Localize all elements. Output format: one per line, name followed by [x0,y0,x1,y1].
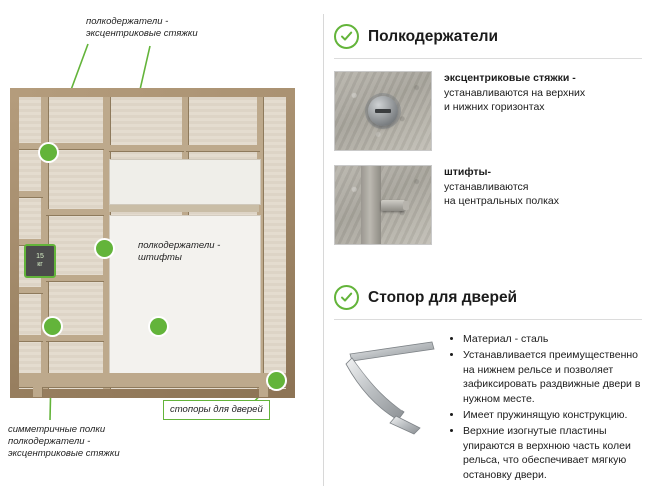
detail-item-dowel-pin [334,165,642,245]
callout-bottom-label [8,424,178,460]
callout-middle-line2: штифты [138,252,182,263]
wardrobe-shelf [19,287,43,293]
wardrobe-foot [33,387,42,397]
dowel-pin-caption-line2: на центральных полках [444,195,560,207]
callout-middle-label [138,240,288,264]
section-shelf-supports-title: Полкодержатели [368,27,498,45]
wardrobe-shelf [109,145,184,151]
callout-dot-door-stopper[interactable] [268,372,285,389]
callout-dot-lower-center[interactable] [150,318,167,335]
section-divider [334,319,642,320]
check-icon [334,24,359,49]
door-stopper-bullet: • Устанавливается преимущественно на нижнем рельсе и позволяет зафиксировать раздвижные двери в нужном месте. [463,348,642,407]
wardrobe-door-panel [109,215,261,375]
section-shelf-supports [334,24,642,259]
callout-dot-upper-left[interactable] [40,144,57,161]
door-stopper-bullet: • Материал - сталь [463,332,642,347]
panel-divider [323,14,324,486]
check-icon [334,285,359,310]
callout-top-label [86,16,246,40]
wardrobe-diagram-panel [0,0,318,500]
section-shelf-supports-header [334,24,642,49]
wardrobe-foot [259,387,268,397]
door-stopper-bullet: • Верхние изогнутые пластины упираются в верхнюю часть колеи рельса, что обеспечивает мягкую остановку двери. [463,424,642,483]
callout-middle-line1: полкодержатели - [138,240,221,251]
panel-edge-shape [361,166,381,244]
wardrobe-top-panel [109,159,261,205]
cam-lock-caption-bold: эксцентриковые стяжки - [444,72,576,84]
wardrobe-shelf [19,335,43,341]
cam-lock-caption-line2: и нижних горизонтах [444,101,545,113]
callout-top-line2: эксцентриковые стяжки [86,28,198,39]
door-stopper-illustration [334,332,442,436]
cam-lock-caption-line1: устанавливаются на верхних [444,86,586,99]
dowel-pin-caption-line1: устанавливаются [444,180,529,193]
detail-item-cam-lock [334,71,642,151]
section-divider [334,58,642,59]
dowel-pin-photo [334,165,432,245]
callout-dot-lower-left[interactable] [44,318,61,335]
shelf-load-value: 15 [36,253,44,260]
wardrobe-base-shelf [19,373,286,381]
wardrobe-shelf [46,209,104,215]
wardrobe-shelf [19,143,43,149]
callout-bottom-line1: симметричные полки [8,424,106,435]
cam-lock-icon [368,96,398,126]
wardrobe-rail [109,205,259,212]
cam-lock-photo [334,71,432,151]
door-stopper-content [334,332,642,484]
dowel-pin-caption-bold: штифты- [444,166,492,178]
door-stopper-bullets [448,332,642,484]
callout-top-line1: полкодержатели - [86,16,169,27]
cam-lock-caption [444,71,585,151]
section-door-stopper-header [334,285,642,310]
details-panel [334,0,652,500]
callout-bottom-line2: полкодержатели - [8,436,91,447]
dowel-pin-icon [381,200,405,211]
wardrobe-shelf [19,191,43,197]
section-door-stopper [334,285,642,484]
dowel-pin-caption [444,165,559,245]
section-door-stopper-title: Стопор для дверей [368,288,518,306]
wardrobe-shelf [186,145,260,151]
shelf-load-badge [24,244,56,278]
callout-dot-center[interactable] [96,240,113,257]
callout-door-stoppers-boxed: стопоры для дверей [163,400,270,420]
door-stopper-icon [334,332,442,436]
door-stopper-bullet: • Имеет пружинящую конструкцию. [463,408,642,423]
wardrobe-shelf [46,335,104,341]
shelf-load-unit: кг [37,261,43,268]
wardrobe-base-shelf [19,381,286,387]
callout-bottom-line3: эксцентриковые стяжки [8,448,120,459]
